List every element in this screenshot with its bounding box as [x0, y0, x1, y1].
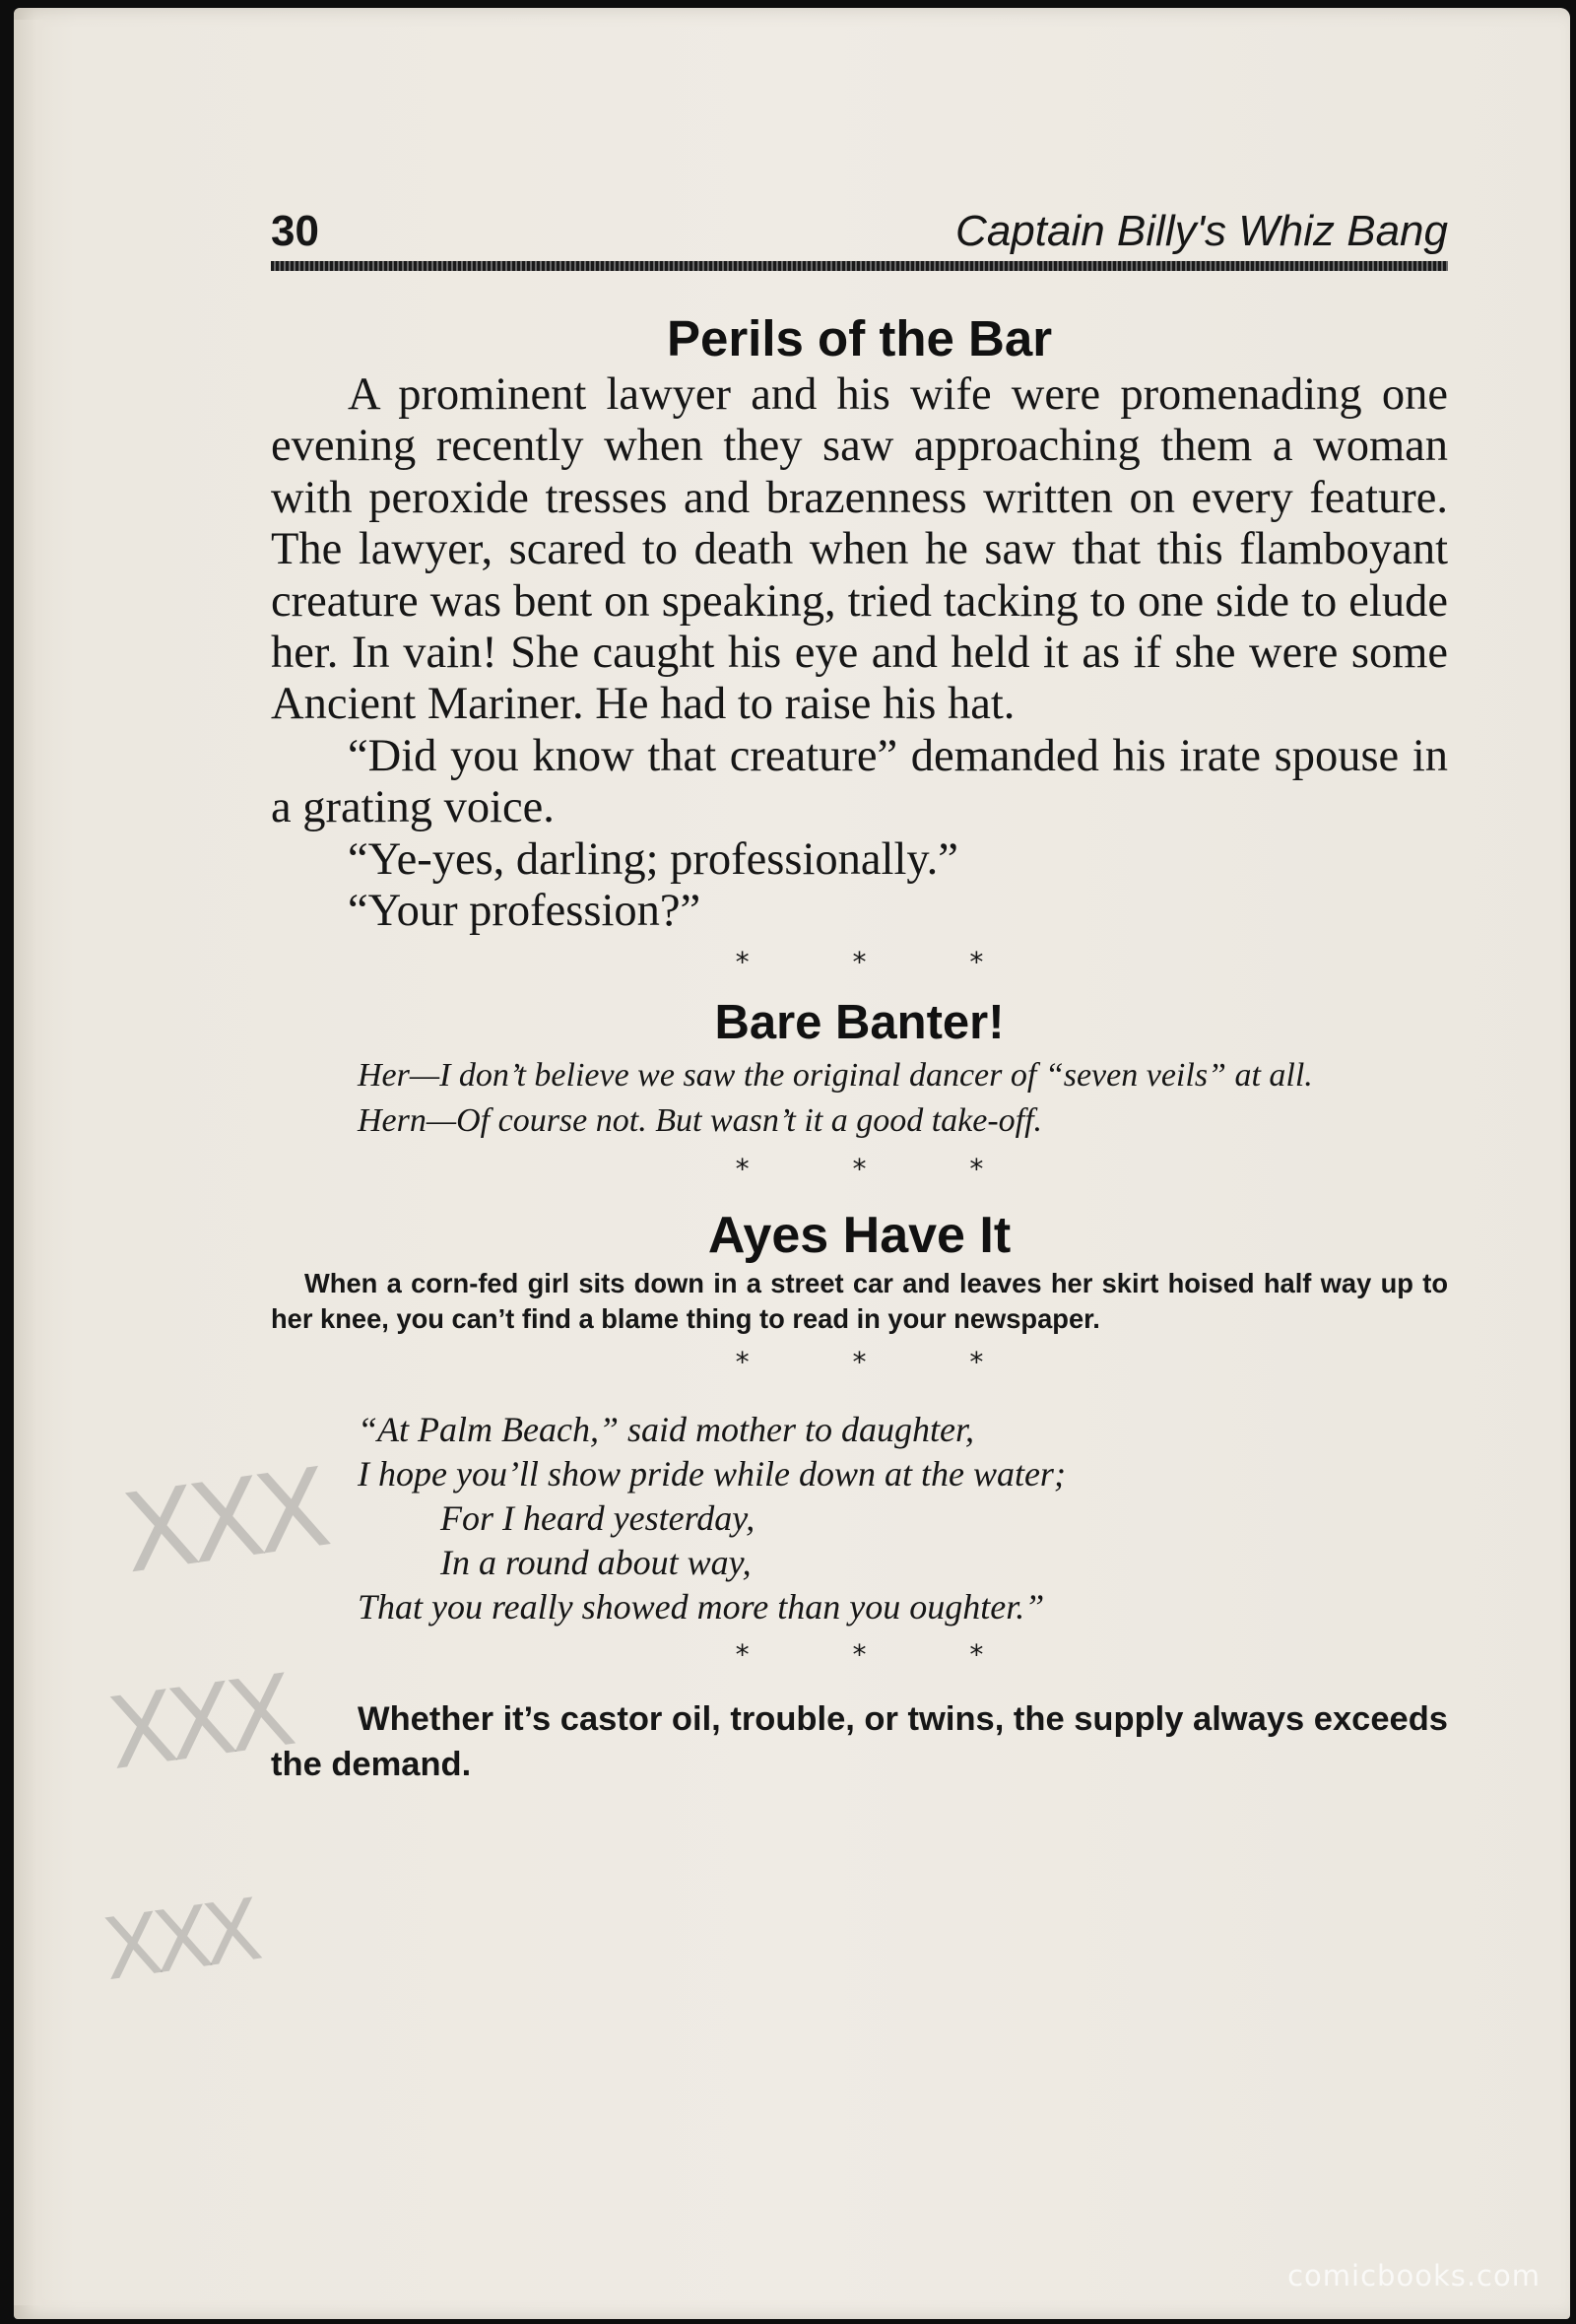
perils-paragraph-1: A prominent lawyer and his wife were promenading one evening recently when they saw approaching them a woman with peroxide tresses and brazenness written on every feature. The lawyer, scared to death when he saw that this flamboyant creature was bent on speaking, tried tacking to one side to elude her. In vain! She caught his eye and held it as if she were some Ancient Mariner. He had to raise his hat. [271, 369, 1448, 730]
poem-line-1: “At Palm Beach,” said mother to daughter, [358, 1410, 974, 1450]
ayes-text: When a corn-fed girl sits down in a street car and leaves her skirt hoised half way up to her knee, you can’t find a blame thing to read in your newspaper. [271, 1268, 1448, 1335]
separator-stars-3: * * * [735, 1346, 1031, 1379]
perils-paragraph-3: “Ye-yes, darling; professionally.” [348, 833, 958, 885]
separator-stars-1: * * * [735, 946, 1031, 979]
pencil-mark-1: XXX [115, 1444, 331, 1598]
banter-dialogue [271, 1053, 1448, 1144]
ayes-title: Ayes Have It [707, 1207, 1012, 1265]
perils-paragraph-4: “Your profession?” [348, 886, 701, 937]
page-spine-edge [14, 20, 53, 2305]
separator-stars-4: * * * [735, 1638, 1031, 1672]
banter-line-hern: Hern—Of course not. But wasn’t it a good take-off. [358, 1102, 1043, 1140]
perils-paragraph-2: “Did you know that creature” demanded his irate spouse in a grating voice. [271, 730, 1448, 833]
palm-beach-poem [271, 1408, 1448, 1629]
perils-title: Perils of the Bar [666, 310, 1053, 366]
closing-joke: Whether it’s castor oil, trouble, or twins, the supply always exceeds the demand. [271, 1700, 1448, 1784]
site-watermark: comicbooks.com [1287, 2259, 1541, 2292]
poem-line-5: That you really showed more than you oughter.” [358, 1587, 1045, 1627]
poem-line-2: I hope you’ll show pride while down at the water; [358, 1454, 1066, 1494]
page-content [271, 192, 1448, 1787]
perils-story [271, 369, 1448, 937]
running-title: Captain Billy's Whiz Bang [955, 207, 1448, 255]
page-number: 30 [271, 207, 319, 255]
banter-line-her: Her—I don’t believe we saw the original dancer of “seven veils” at all. [358, 1057, 1313, 1095]
poem-line-4: In a round about way, [440, 1543, 752, 1583]
pencil-mark-2: XXX [100, 1652, 295, 1793]
header-rule [271, 261, 1448, 271]
poem-line-3: For I heard yesterday, [440, 1498, 755, 1539]
separator-stars-2: * * * [735, 1153, 1031, 1186]
pencil-mark-3: XXX [97, 1881, 260, 2001]
page-header [271, 192, 1448, 253]
banter-title: Bare Banter! [714, 996, 1005, 1050]
